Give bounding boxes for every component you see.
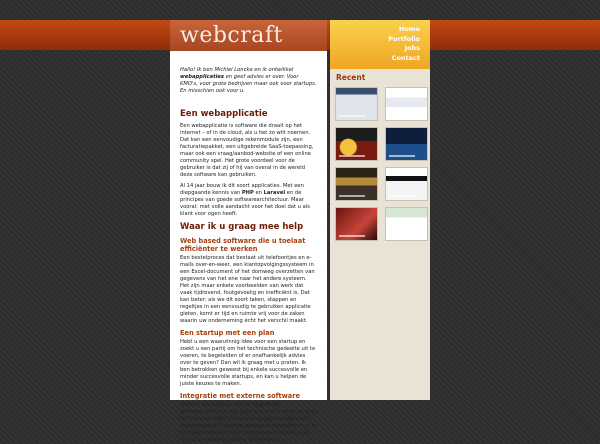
nav-contact[interactable]: Contact xyxy=(391,53,420,62)
subheading-web-software: Web based software die u toelaat efficiënter te werken xyxy=(180,237,306,253)
recent-thumbnail[interactable] xyxy=(385,87,428,121)
logo[interactable] xyxy=(170,20,327,51)
intro-text: Hallo! Ik ben Michiel Loncke en ik ontwikkel webapplicaties en geef advies er over. Voor KMO's, voor grote bedrijven maar ook voor startups. En misschien ook voor u. xyxy=(180,67,317,94)
paragraph-integratie: Wellicht gebruikt uw bedrijf specifieke softwarepakketten die goed zijn in wat ze doen. Die software genereert misschien gegevens die u ook beschikbaar wilt hebben op een ander platform of in een webomgeving. Ik onderzoek samen met u de opties om deze koppeling te realiseren. xyxy=(180,402,317,443)
subheading-integratie: Integratie met externe software xyxy=(180,392,300,400)
recent-thumbnail[interactable] xyxy=(335,167,378,201)
recent-thumbnail[interactable] xyxy=(335,87,378,121)
nav-jobs[interactable]: Jobs xyxy=(404,44,420,52)
recent-thumbnail[interactable] xyxy=(385,167,428,201)
nav-portfolio[interactable]: Portfolio xyxy=(388,34,420,43)
main-nav xyxy=(330,20,430,69)
logo-text: webcraft xyxy=(180,23,283,48)
recent-thumbnails xyxy=(330,85,430,241)
paragraph-webapp-2: Al 14 jaar bouw ik dit soort applicaties. Met een diepgaande kennis van PHP en Laravel en de principes van goede softwarearchitectuur. Maar vooral: met volle aandacht voor het doel dat u als klant voor ogen heeft. xyxy=(180,183,310,217)
paragraph-webapp-1: Een webapplicatie is software die draait op het internet – of in de cloud, als u het zo wilt noemen. Dat kan een eenvoudige rekenmodule zijn, een facturatiepakket, een uitgebreide SaaS-toepassing, maar ook een vraag/aanbod-website of een online community spel. Het grote voordeel voor de gebruiker is dat zij of hij van overal in de wereld deze software kan gebruiken. xyxy=(180,123,314,178)
heading-webapplicatie: Een webapplicatie xyxy=(180,109,268,119)
recent-thumbnail[interactable] xyxy=(335,207,378,241)
recent-title: Recent xyxy=(336,73,366,82)
sidebar xyxy=(330,20,430,400)
subheading-startup: Een startup met een plan xyxy=(180,329,275,337)
heading-help: Waar ik u graag mee help xyxy=(180,222,304,232)
paragraph-startup: Hebt u een waanzinnig idee voor een startup en zoekt u een partij om het technische gedeelte uit te voeren, te begeleiden of er onafhankelijk advies over te geven? Dan wil ik graag met u praten. Ik ben betrokken geweest bij enkele succesvolle en minder succesvolle startups, en kan u helpen de juiste keuzes te maken. xyxy=(180,339,316,387)
paragraph-web-software: Een bestelproces dat bestaat uit telefoontjes en e-mails over-en-weer, een klantopvolgingssysteem in een Excel-document of het domweg overzetten van gegevens van het ene naar het andere systeem. Het zijn maar enkele voorbeelden van werk dat vaak tijdrovend, foutgevoelig en inefficiënt is. Dat kan beter: als we dit soort taken, stappen en regeltjes in een eenvoudig te gebruiken applicatie gieten, komt er tijd en ruimte vrij voor de zaken waarin uw onderneming écht het verschil maakt. xyxy=(180,255,315,324)
nav-home[interactable]: Home xyxy=(398,25,420,33)
recent-thumbnail[interactable] xyxy=(385,207,428,241)
main-content xyxy=(170,51,327,443)
recent-thumbnail[interactable] xyxy=(385,127,428,161)
recent-thumbnail[interactable] xyxy=(335,127,378,161)
